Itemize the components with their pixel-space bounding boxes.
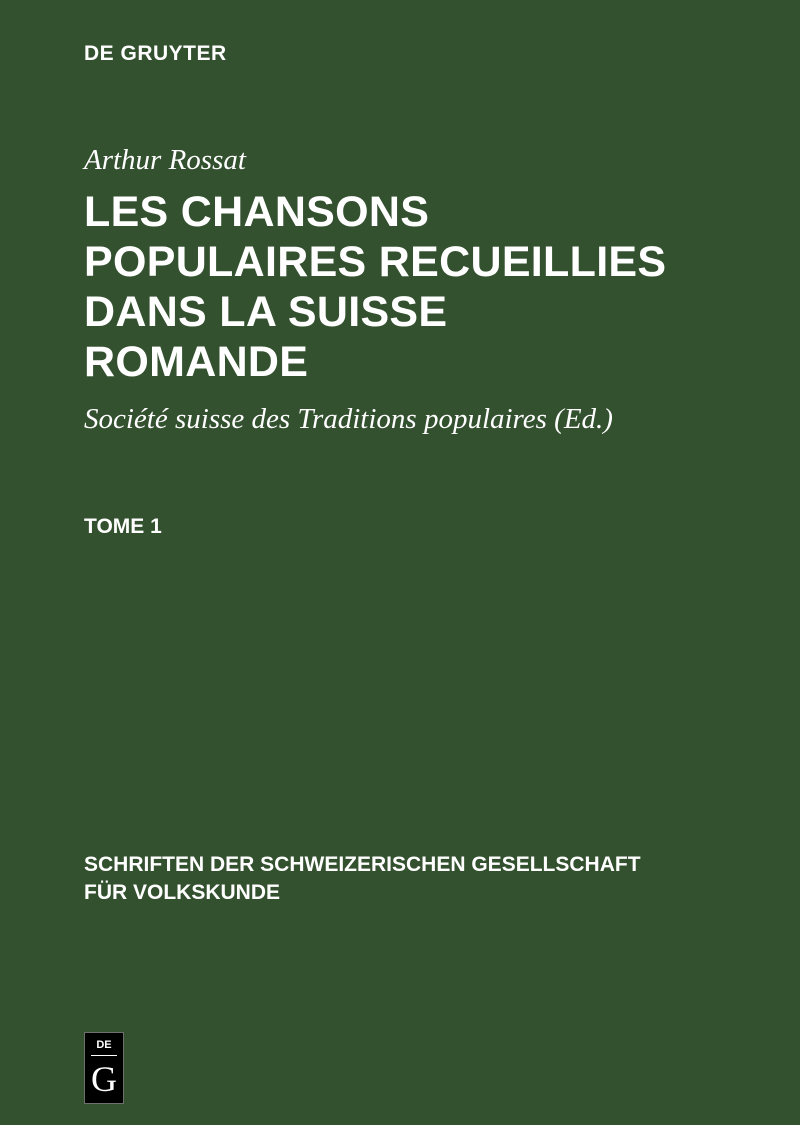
author-name: Arthur Rossat xyxy=(84,144,246,176)
logo-top-text: DE xyxy=(96,1039,112,1051)
title-line: LES CHANSONS xyxy=(84,188,430,236)
series-line: FÜR VOLKSKUNDE xyxy=(84,881,281,904)
logo-letter: G xyxy=(91,1059,117,1099)
editor-credit: Société suisse des Traditions populaires (Ed.) xyxy=(84,403,613,435)
book-title xyxy=(84,187,764,387)
series-line: SCHRIFTEN DER SCHWEIZERISCHEN GESELLSCHAFT xyxy=(84,853,641,876)
publisher-name: DE GRUYTER xyxy=(84,42,227,65)
title-line: DANS LA SUISSE xyxy=(84,288,448,336)
title-line: ROMANDE xyxy=(84,338,309,386)
series-title xyxy=(84,851,784,907)
volume-label: TOME 1 xyxy=(84,515,162,538)
logo-divider xyxy=(91,1055,117,1056)
title-line: POPULAIRES RECUEILLIES xyxy=(84,238,667,286)
de-gruyter-logo-icon xyxy=(84,1032,124,1104)
